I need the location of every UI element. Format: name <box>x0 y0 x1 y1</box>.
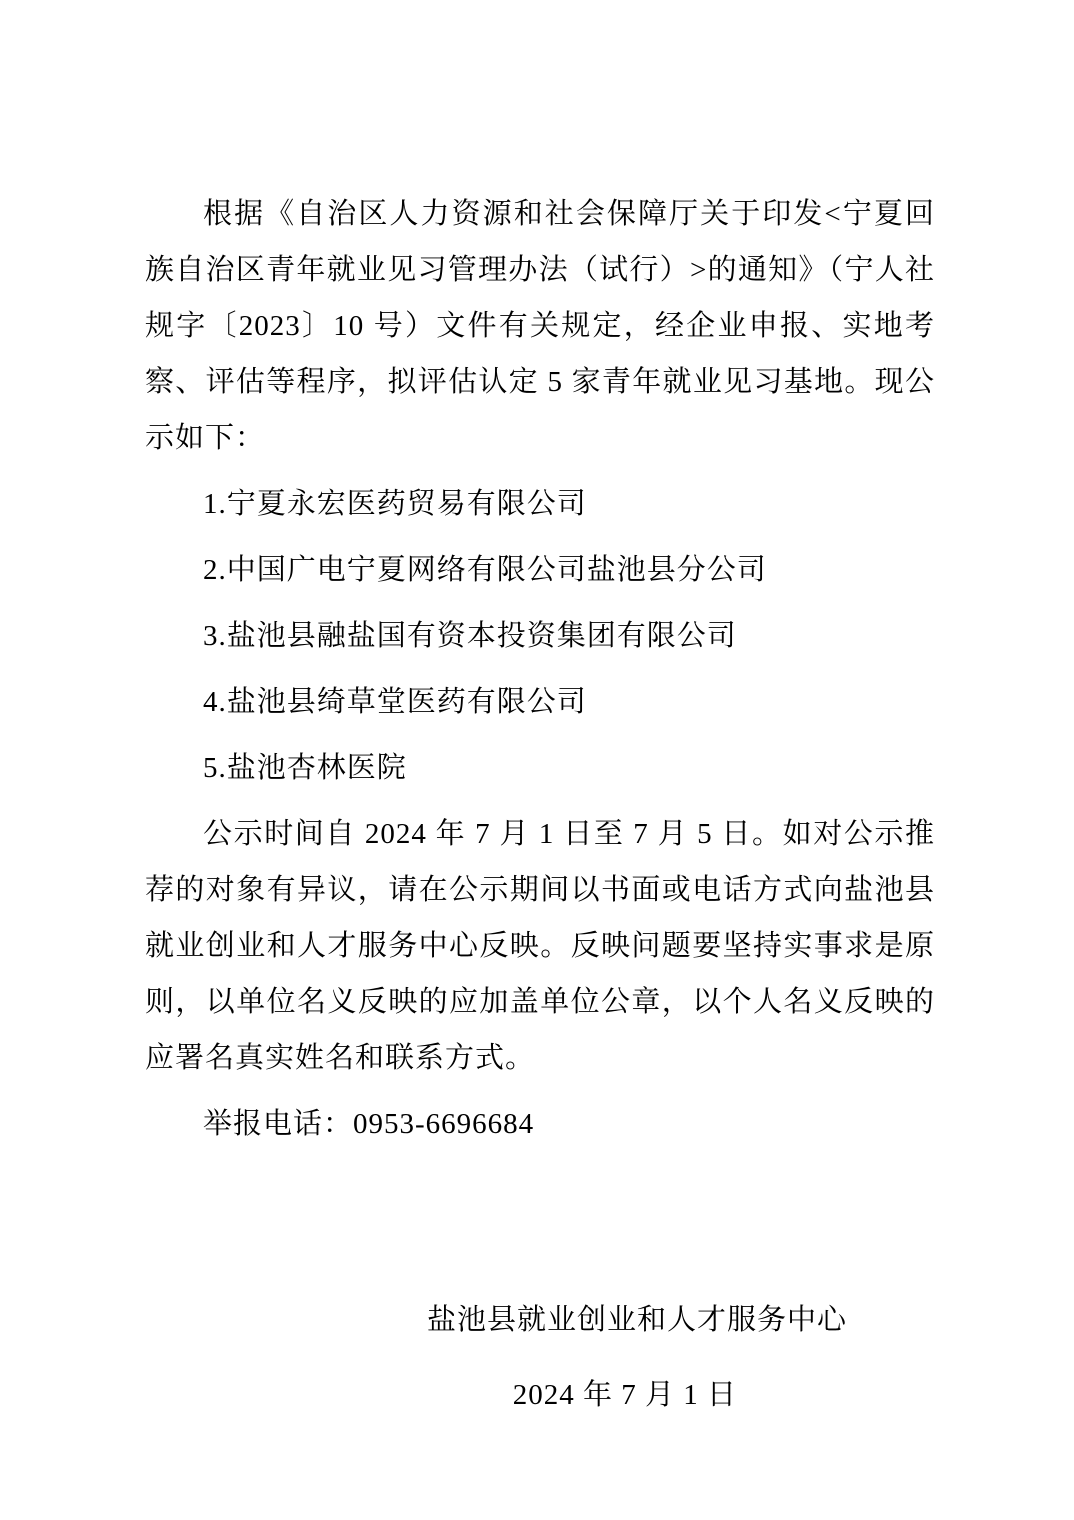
paragraph-publicity: 公示时间自 2024 年 7 月 1 日至 7 月 5 日。如对公示推荐的对象有异议，请在公示期间以书面或电话方式向盐池县就业创业和人才服务中心反映。反映问题要坚持实事求是原则，以单位名义反映的应加盖单位公章，以个人名义反映的应署名真实姓名和联系方式。 <box>145 818 935 1074</box>
signature-org: 盐池县就业创业和人才服务中心 <box>426 1304 847 1336</box>
company-list-item: 2.中国广电宁夏网络有限公司盐池县分公司 <box>203 554 767 586</box>
hotline-line: 举报电话：0953-6696684 <box>203 1108 535 1140</box>
signature-date: 2024 年 7 月 1 日 <box>512 1379 737 1411</box>
paragraph-intro: 根据《自治区人力资源和社会保障厅关于印发<宁夏回族自治区青年就业见习管理办法（试行）>的通知》（宁人社规字〔2023〕10 号）文件有关规定，经企业申报、实地考察、评估等程序，拟评估认定 5 家青年就业见习基地。现公示如下： <box>145 198 935 454</box>
company-list-item: 4.盐池县绮草堂医药有限公司 <box>203 686 587 718</box>
company-list-item: 1.宁夏永宏医药贸易有限公司 <box>203 488 587 520</box>
company-list-item: 3.盐池县融盐国有资本投资集团有限公司 <box>203 620 737 652</box>
company-list-item: 5.盐池杏林医院 <box>203 752 407 784</box>
company-list <box>145 476 935 796</box>
